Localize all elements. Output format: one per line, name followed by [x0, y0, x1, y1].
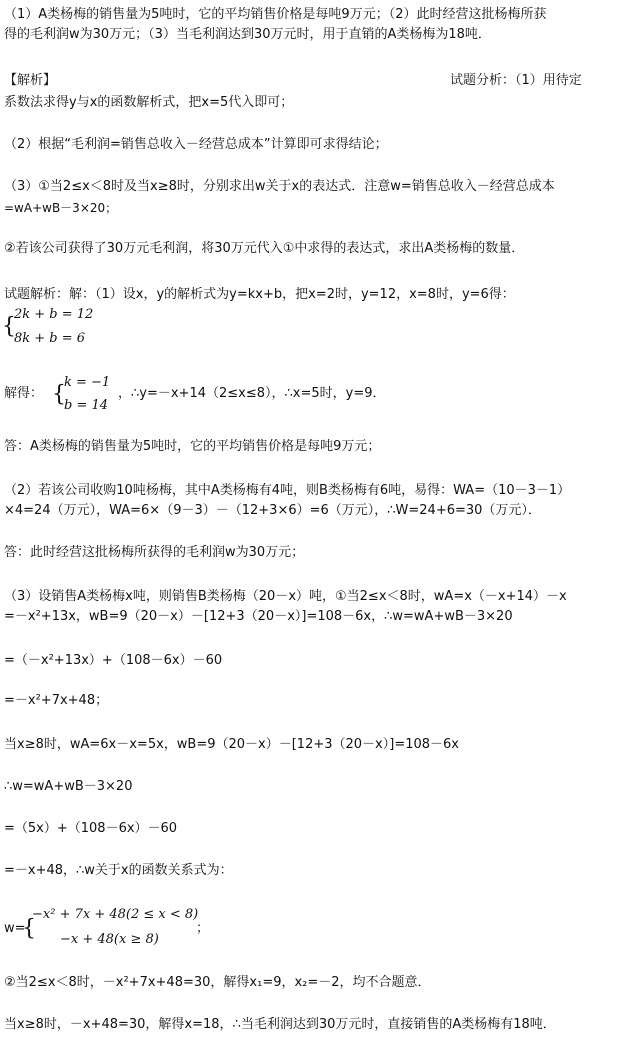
part-3-line-1: （3）设销售A类杨梅x吨，则销售B类杨梅（20－x）吨，①当2≤x＜8时，wA=x（－x+14）－x — [4, 589, 567, 604]
analysis-step-3-2: ②若该公司获得了30万元毛利润，将30万元代入①中求得的表达式，求出A类杨梅的数量． — [4, 241, 525, 256]
analysis-step-3: （3）①当2≤x＜8时及当x≥8时，分别求出w关于x的表达式．注意w=销售总收入－经营总成本 — [4, 179, 555, 194]
piecewise-case-2: −x + 48(x ≥ 8) — [60, 932, 159, 947]
analysis-step-2: （2）根据“毛利润=销售总收入－经营总成本”计算即可求得结论； — [4, 137, 388, 152]
part-3-line-6: ∴w=wA+wB－3×20 — [4, 779, 133, 794]
solution-b: b = 14 — [64, 398, 109, 413]
solve-label: 解得： — [4, 386, 44, 401]
analysis-step-1: 系数法求得y与x的函数解析式，把x=5代入即可； — [4, 95, 294, 110]
analysis-intro: 试题分析：（1）用待定 — [450, 73, 582, 88]
analysis-step-3-formula: =wA+wB－3×20； — [4, 201, 118, 215]
equation-1: 2k + b = 12 — [14, 307, 94, 322]
analysis-heading: 【解析】 — [4, 73, 57, 88]
part-3-line-2: =－x²+13x，wB=9（20－x）－[12+3（20－x）]=108－6x，∴w=wA+wB－3×20 — [4, 609, 513, 624]
part-2-line-2: ×4=24（万元），WA=6×（9－3）－（12+3×6）=6（万元），∴W=24+6=30（万元）． — [4, 503, 541, 518]
piecewise-label: w= — [4, 921, 26, 936]
answer-part-2: 答：此时经营这批杨梅所获得的毛利润w为30万元； — [4, 545, 305, 560]
part-3-line-5: 当x≥8时，wA=6x－x=5x，wB=9（20－x）－[12+3（20－x）]=108－6x — [4, 737, 459, 752]
answer-part-1: 答：A类杨梅的销售量为5吨时，它的平均销售价格是每吨9万元； — [4, 439, 381, 454]
piecewise-brace: { — [22, 916, 36, 941]
part-3-line-8: =－x+48，∴w关于x的函数关系式为： — [4, 863, 233, 878]
equation-system-brace: { — [2, 314, 16, 339]
answer-line-2: 得的毛利润w为30万元；（3）当毛利润达到30万元时，用于直销的A类杨梅为18吨． — [4, 27, 491, 42]
part-3-case-1: ②当2≤x＜8时，－x²+7x+48=30，解得x₁=9，x₂=－2，均不合题意． — [4, 975, 431, 990]
solution-brace: { — [52, 382, 66, 407]
solution-k: k = −1 — [64, 375, 111, 390]
solution-result: ，∴y=－x+14（2≤x≤8），∴x=5时，y=9． — [118, 386, 386, 401]
answer-line-1: （1）A类杨梅的销售量为5吨时，它的平均销售价格是每吨9万元；（2）此时经营这批杨梅所获 — [4, 7, 547, 22]
equation-2: 8k + b = 6 — [14, 331, 86, 346]
piecewise-case-1: −x² + 7x + 48(2 ≤ x < 8) — [32, 907, 199, 922]
piecewise-end: ； — [196, 921, 210, 936]
part-3-line-7: =（5x）+（108－6x）－60 — [4, 821, 178, 836]
part-3-line-4: =－x²+7x+48； — [4, 693, 109, 708]
part-2-line-1: （2）若该公司收购10吨杨梅，其中A类杨梅有4吨，则B类杨梅有6吨，易得：WA=（10－3－1） — [4, 483, 571, 498]
solution-intro: 试题解析：解：（1）设x，y的解析式为y=kx+b，把x=2时，y=12，x=8时，y=6得： — [4, 287, 515, 302]
part-3-line-3: =（－x²+13x）+（108－6x）－60 — [4, 653, 223, 668]
part-3-case-2: 当x≥8时，－x+48=30，解得x=18，∴当毛利润达到30万元时，直接销售的A类杨梅有18吨． — [4, 1017, 556, 1032]
